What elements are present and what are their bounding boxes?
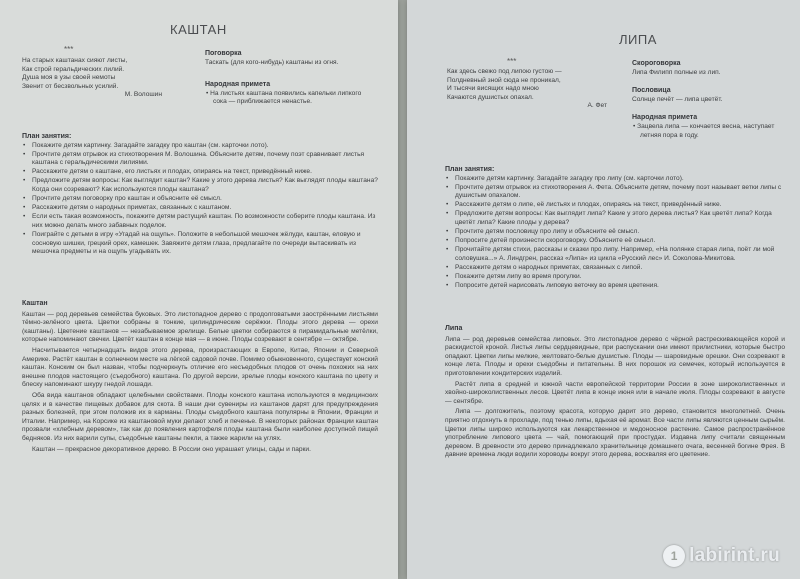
plan-title: План занятия: [445,166,495,173]
omen-text-content: На листьях каштана появились капельки липкого сока — приближается ненастье. [210,89,362,106]
paragraph: Оба вида каштанов обладают целебными свойствами. Плоды конского каштана используются в медицинских целях и в качестве пищевых добавок для скота. В наши дни сувениры из каштанов дарят для предупреждения разных болезней, при этом положив их в карманы. Плоды съедобного каштана популярны в Японии, Франции и Италии. Например, на Корсике из каштановой муки делают хлеб и печенье. В некоторых районах Франции каштан прозвали «хлебным деревом», так как до появления картофеля плоды каштана были наиболее доступной пищей бедняков. Из них варили супы, съедобные каштаны пекли, а также жарили на углях. [22,391,378,442]
list-item: • Расскажите детям о липе, её листьях и плодах, опираясь на текст, приведённый ниже. [445,201,785,210]
list-item: • Покажите детям липу во время прогулки. [445,273,785,282]
omen-text: • На листьях каштана появились капельки липкого сока — приближается ненастье. [206,89,362,106]
plan-list [445,175,785,291]
list-item: • Расскажите детям о народных приметах, связанных с каштаном. [22,204,378,213]
list-item: • Предложите детям вопросы: Как выглядит каштан? Какие у этого дерева листья? Как выглядят плоды каштана? Когда они созревают? Как используются плоды каштана? [22,177,378,194]
omen-text: • Зацвела липа — кончается весна, наступает летняя пора в году. [633,122,775,139]
list-item: • Попросите детей нарисовать липовую веточку во время цветения. [445,282,785,291]
omen-title: Народная примета [205,81,271,89]
list-item: • Расскажите детям о народных приметах, связанных с липой. [445,264,785,273]
poem-line: Как здесь свежо под липою густою — [447,68,562,75]
poem-line: На старых каштанах сияют листы, [22,57,128,64]
section-title: Липа [445,325,463,332]
article-block [445,325,785,462]
poem-stars: *** [507,57,517,66]
proverb-text: Солнце печёт — липа цветёт. [632,95,723,103]
plan-title: План занятия: [22,133,72,140]
saying-block [205,50,375,107]
list-item: • Поиграйте с детьми в игру «Угадай на ощупь». Положите в небольшой мешочек жёлуди, каштан, еловую и сосновую шишки, грецкий орех, камешек. Завяжите детям глаза, предлагайте по очереди вытаскивать из мешочка предметы и на ощупь угадывать их. [22,231,378,257]
poem-stars: *** [64,45,74,54]
plan-block [22,133,378,257]
list-item: • Покажите детям картинку. Загадайте загадку про каштан (см. карточки лото). [22,142,378,151]
paragraph: Липа — род деревьев семейства липовых. Это листопадное дерево с чёрной растрескивающейся корой и раскидистой кроной. Листья липы сердцевидные, при распускании они имеют прилистники, которые быстро опадают. Цветки липы мелкие, желтовато-белые душистые. Плоды — шаровидные орешки. Они созревают в конце лета. Плоды и орехи съедобны и питательны. В них порошок из семечек, который используется в приготовлении кондитерских изделий. [445,335,785,377]
saying-title: Поговорка [205,50,242,57]
poem-line: Душа моя в узы своей немоты [22,74,116,82]
right-page [407,0,800,579]
poem-author: А. Фет [587,102,607,110]
section-title: Каштан [22,300,48,307]
omen-title: Народная примета [632,114,698,122]
sidebar-block [632,60,782,140]
saying-text: Таскать (для кого-нибудь) каштаны из огня. [205,58,339,66]
list-item: • Покажите детям картинку. Загадайте загадку про липу (см. карточки лото). [445,175,785,184]
article-block [22,300,378,456]
list-item: • Прочтите детям отрывок из стихотворения М. Волошина. Объясните детям, почему поэт сравнивает листья каштана с геральдическими лилиями. [22,151,378,168]
plan-list [22,142,378,257]
paragraph: Липа — долгожитель, поэтому красота, которую дарит это дерево, становится многолетней. Очень приятно отдохнуть в прохладе, под тенью липы, вдыхая её аромат. Все части липы являются ценным сырьём. Цветки липы широко используются как лекарственное и медоносное растение. Самое распространённое употребление липового цвета — чай, помогающий при простудах. Издавна липу считали священным деревом. В древности это дерево принадлежало хранительнице домашнего очага, весенней богине Фрея. В давние времена люди водили хороводы вокруг этого дерева, восхваляя его цветение. [445,408,785,459]
poem-line: Как строй геральдических лилий. [22,65,125,73]
poem [447,68,607,111]
watermark-text: labirint.ru [689,545,780,566]
tongue-twister-text: Липа Филипп полные из лип. [632,68,721,76]
paragraph: Насчитывается четырнадцать видов этого дерева, произрастающих в Европе, Китае, Японии и Северной Америке. Растёт каштан в солнечном месте на лёгкой садовой почве. Помимо обыкновенного, существует конский каштан. Конским он был назван, чтобы подчеркнуть отличие его несъедобных плодов от очень похожих на них внешне плодов настоящего (съедобного) каштана. По другой версии, зрелые плоды конского каштана по цвету и блеску напоминают шкуру гнедой лошади. [22,346,378,389]
list-item: • Прочитайте детям стихи, рассказы и сказки про липу. Например, «На полянке старая липа, поёт ли мой соловушка...» А. Линдгрен, рассказ «Липа» из цикла «Русский лес» И. Соколова-Микитова. [445,246,785,263]
poem-line: Качаются душистых опахал. [447,93,534,101]
plan-block [445,166,785,291]
paragraph: Каштан — род деревьев семейства буковых. Это листопадное дерево с продолговатыми заострёнными листьями тёмно-зелёного цвета. Цветки собраны в тонкие, цилиндрические серёжки. Плоды этого дерева — орехи (каштаны). Цветение каштанов — незабываемое зрелище. Белые цветки собираются в пирамидальные метёлки, которые напоминают свечки. Цветёт каштан в конце мая — в июне. Плоды созревают в сентябре — октябре. [22,310,378,344]
left-page [0,0,398,579]
paragraph: Растёт липа в средней и южной части европейской территории России в зоне широколиственных и хвойно-широколиственных лесов. Цветёт липа в конце июня или в начале июля. Плоды созревают в августе — сентябре. [445,380,785,405]
list-item: • Прочтите детям поговорку про каштан и объясните её смысл. [22,195,378,204]
poem-line: И тысячи висящих надо мною [447,85,539,93]
page-title: КАШТАН [170,22,227,37]
list-item: • Если есть такая возможность, покажите детям растущий каштан. По возможности соберите плоды каштана. Из них можно делать много забавных поделок. [22,213,378,230]
page-title: ЛИПА [619,32,657,47]
watermark-logo [663,545,780,567]
tongue-twister-title: Скороговорка [632,60,681,67]
list-item: • Расскажите детям о каштане, его листьях и плодах, опираясь на текст, приведённый ниже. [22,168,378,177]
omen-text-content: Зацвела липа — кончается весна, наступает летняя пора в году. [637,122,775,139]
list-item: • Предложите детям вопросы: Как выглядит липа? Какие у этого дерева листья? Как цветёт липа? Когда цветёт липа? Какие плоды у дерева? [445,210,785,227]
poem-line: Полдневный зной сюда не проникал, [447,76,561,84]
proverb-title: Пословица [632,87,671,95]
poem-author: М. Волошин [124,91,162,99]
paragraph: Каштан — прекрасное декоративное дерево. В России оно украшает улицы, сады и парки. [32,445,311,453]
list-item: • Попросите детей произнести скороговорку. Объясните её смысл. [445,237,785,246]
poem [22,57,192,100]
list-item: • Прочтите детям отрывок из стихотворения А. Фета. Объясните детям, почему поэт называет ветки липы с душистым опахалом. [445,184,785,201]
poem-line: Звенит от бесзвольных усилий. [22,82,119,90]
watermark-ball-icon: 1 [663,545,685,567]
list-item: • Прочтите детям пословицу про липу и объясните её смысл. [445,228,785,237]
